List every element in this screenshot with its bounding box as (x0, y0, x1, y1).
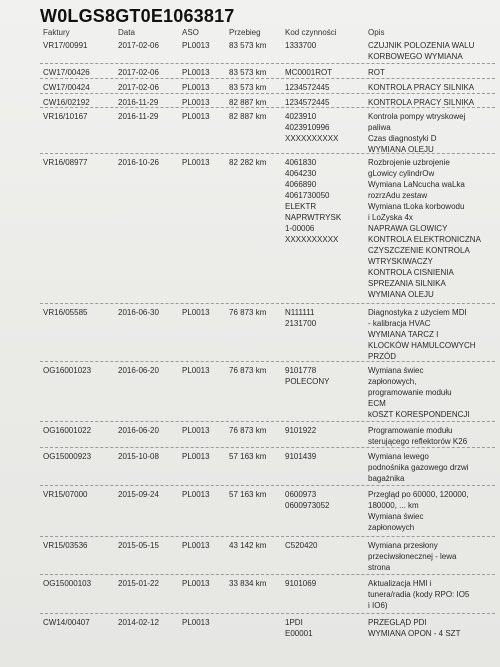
operation-codes (285, 489, 330, 511)
description (368, 617, 496, 639)
description-line: zapłonowych, (368, 377, 417, 386)
operation-code: 4061730050 (285, 191, 330, 200)
description-line: i IO6) (368, 601, 388, 610)
operation-code: 9101778 (285, 366, 317, 375)
mileage: 76 873 km (229, 366, 267, 375)
operation-code: C520420 (285, 541, 318, 550)
description-line: Rozbrojenie uzbrojenie (368, 158, 450, 167)
description-line: WYMIANA OLEJU (368, 145, 434, 154)
row-separator (40, 536, 495, 537)
operation-codes (285, 67, 332, 78)
service-date: 2016-11-29 (118, 98, 159, 107)
mileage: 76 873 km (229, 426, 267, 435)
row-separator (40, 447, 495, 448)
aso-code: PL0013 (182, 158, 210, 167)
mileage: 82 282 km (229, 158, 267, 167)
row-separator (40, 63, 495, 64)
description-line: Czas diagnostyki D (368, 134, 437, 143)
description-line: ROT (368, 68, 385, 77)
description (368, 365, 496, 420)
operation-code: 4064230 (285, 169, 317, 178)
invoice-number: OG16001023 (43, 366, 92, 375)
description-line: KONTROLA PRACY SILNIKA (368, 98, 475, 107)
aso-code: PL0013 (182, 490, 210, 499)
description-line: sterującego reflektorów K26 (368, 437, 468, 446)
aso-code: PL0013 (182, 308, 210, 317)
aso-code: PL0013 (182, 452, 210, 461)
description-line: PRZEGLĄD PDI (368, 618, 427, 627)
operation-code: 1333700 (285, 41, 317, 50)
service-date: 2016-06-20 (118, 366, 159, 375)
row-separator (40, 153, 495, 154)
invoice-number: CW17/00424 (43, 83, 90, 92)
row-separator (40, 93, 495, 94)
operation-code: 9101439 (285, 452, 317, 461)
operation-code: N111111 (285, 308, 315, 317)
mileage: 83 573 km (229, 41, 267, 50)
description (368, 40, 496, 62)
description-line: WTRYSKIWACZY (368, 257, 433, 266)
operation-codes (285, 451, 316, 462)
header-data: Data (118, 28, 135, 37)
description-line: Programowanie modułu (368, 426, 453, 435)
description-line: ECM (368, 399, 386, 408)
description (368, 157, 496, 300)
row-separator (40, 613, 495, 614)
description-line: - kalibracja HVAC (368, 319, 431, 328)
mileage: 83 573 km (229, 68, 267, 77)
operation-code: XXXXXXXXXX (285, 134, 339, 143)
mileage: 82 887 km (229, 112, 267, 121)
description (368, 489, 496, 533)
description-line: przeciwsłonecznej - lewa (368, 552, 457, 561)
description (368, 425, 496, 447)
description-line: 180000, ... km (368, 501, 419, 510)
description-line: gLowicy cylindrOw (368, 169, 435, 178)
invoice-number: VR16/05585 (43, 308, 88, 317)
description-line: zapłonowych (368, 523, 415, 532)
operation-code: 0600973052 (285, 501, 330, 510)
aso-code: PL0013 (182, 618, 210, 627)
row-separator (40, 107, 495, 108)
description-line: CZYSZCZENIE KONTROLA (368, 246, 470, 255)
mileage: 57 163 km (229, 490, 267, 499)
aso-code: PL0013 (182, 426, 210, 435)
operation-codes (285, 617, 313, 639)
description-line: strona (368, 563, 391, 572)
description-line: tunera/radia (kody RPO: IO5 (368, 590, 470, 599)
row-separator (40, 421, 495, 422)
description (368, 307, 496, 362)
invoice-number: OG15000923 (43, 452, 92, 461)
mileage: 33 834 km (229, 579, 267, 588)
service-date: 2017-02-06 (118, 41, 159, 50)
header-opis: Opis (368, 28, 385, 37)
description (368, 111, 496, 155)
aso-code: PL0013 (182, 83, 210, 92)
row-separator (40, 574, 495, 575)
description (368, 540, 496, 573)
description (368, 578, 496, 611)
operation-code: 1-00006 (285, 224, 315, 233)
description-line: Wymiana przesłony (368, 541, 438, 550)
description-line: KLOCKÓW HAMULCOWYCH (368, 341, 476, 350)
description-line: kOSZT KORESPONDENCJI (368, 410, 470, 419)
operation-code: E00001 (285, 629, 313, 638)
description-line: KONTROLA PRACY SILNIKA (368, 83, 475, 92)
service-date: 2016-06-30 (118, 308, 159, 317)
operation-code: ELEKTR (285, 202, 317, 211)
aso-code: PL0013 (182, 68, 210, 77)
operation-codes (285, 40, 316, 51)
description-line: WYMIANA TARCZ I (368, 330, 439, 339)
service-date: 2016-10-26 (118, 158, 159, 167)
service-date: 2015-05-15 (118, 541, 159, 550)
description-line: KONTROLA ELEKTRONICZNA (368, 235, 481, 244)
row-separator (40, 361, 495, 362)
description-line: bagażnika (368, 474, 405, 483)
operation-codes (285, 82, 330, 93)
description-line: i LoZyska 4x (368, 213, 413, 222)
operation-codes (285, 578, 316, 589)
description-line: Wymiana świec (368, 512, 424, 521)
service-date: 2017-02-06 (118, 68, 159, 77)
header-aso: ASO (182, 28, 199, 37)
operation-codes (285, 365, 329, 387)
aso-code: PL0013 (182, 41, 210, 50)
invoice-number: CW16/02192 (43, 98, 90, 107)
row-separator (40, 78, 495, 79)
aso-code: PL0013 (182, 112, 210, 121)
description-line: Diagnostyka z użyciem MDI (368, 308, 467, 317)
invoice-number: VR16/10167 (43, 112, 88, 121)
row-separator (40, 485, 495, 486)
operation-code: 4023910 (285, 112, 317, 121)
operation-code: 1234572445 (285, 83, 330, 92)
description-line: Wymiana LaNcucha waLka (368, 180, 465, 189)
aso-code: PL0013 (182, 579, 210, 588)
operation-code: 9101922 (285, 426, 317, 435)
operation-code: 4061830 (285, 158, 317, 167)
description-line: KORBOWEGO WYMIANA (368, 52, 463, 61)
mileage: 82 887 km (229, 98, 267, 107)
description-line: programowanie modułu (368, 388, 452, 397)
service-date: 2015-09-24 (118, 490, 159, 499)
invoice-number: VR17/00991 (43, 41, 88, 50)
mileage: 83 573 km (229, 83, 267, 92)
header-faktury: Faktury (43, 28, 70, 37)
operation-code: NAPRWTRYSK (285, 213, 342, 222)
operation-codes (285, 307, 316, 329)
operation-code: 1234572445 (285, 98, 330, 107)
description-line: NAPRAWA GLOWICY (368, 224, 448, 233)
description-line: PRZÓD (368, 352, 396, 361)
vin-number: W0LGS8GT0E1063817 (40, 6, 235, 26)
header-przebieg: Przebieg (229, 28, 261, 37)
operation-codes (285, 425, 316, 436)
mileage: 43 142 km (229, 541, 267, 550)
aso-code: PL0013 (182, 541, 210, 550)
description-line: Wymiana tLoka korbowodu (368, 202, 465, 211)
description-line: Przegląd po 60000, 120000, (368, 490, 469, 499)
description-line: Wymiana lewego (368, 452, 429, 461)
mileage: 57 163 km (229, 452, 267, 461)
operation-code: 1PDI (285, 618, 303, 627)
aso-code: PL0013 (182, 366, 210, 375)
description (368, 451, 496, 484)
invoice-number: VR15/07000 (43, 490, 88, 499)
operation-code: 4066890 (285, 180, 317, 189)
description (368, 82, 496, 93)
invoice-number: VR15/03536 (43, 541, 88, 550)
operation-codes (285, 157, 341, 245)
service-date: 2014-02-12 (118, 618, 159, 627)
operation-code: MC0001ROT (285, 68, 333, 77)
service-date: 2016-11-29 (118, 112, 159, 121)
service-date: 2015-01-22 (118, 579, 159, 588)
description-line: Wymiana świec (368, 366, 424, 375)
operation-codes (285, 111, 338, 144)
operation-code: XXXXXXXXXX (285, 235, 339, 244)
description-line: Aktualizacja HMI i (368, 579, 432, 588)
description-line: CZUJNIK POLOZENIA WALU (368, 41, 475, 50)
aso-code: PL0013 (182, 98, 210, 107)
service-date: 2015-10-08 (118, 452, 159, 461)
description (368, 67, 496, 78)
header-kod: Kod czynności (285, 28, 337, 37)
operation-code: 0600973 (285, 490, 317, 499)
invoice-number: OG15000103 (43, 579, 92, 588)
row-separator (40, 303, 495, 304)
operation-code: POLECONY (285, 377, 330, 386)
invoice-number: VR16/08977 (43, 158, 88, 167)
invoice-number: OG16001022 (43, 426, 92, 435)
description-line: paliwa (368, 123, 391, 132)
operation-code: 4023910996 (285, 123, 330, 132)
operation-code: 2131700 (285, 319, 317, 328)
mileage: 76 873 km (229, 308, 267, 317)
description-line: SPREZANIA SILNIKA (368, 279, 446, 288)
description-line: rozrzAdu zestaw (368, 191, 428, 200)
operation-code: 9101069 (285, 579, 317, 588)
description-line: KONTROLA CISNIENIA (368, 268, 454, 277)
invoice-number: CW14/00407 (43, 618, 90, 627)
description-line: WYMIANA OPON - 4 SZT (368, 629, 461, 638)
service-date: 2016-06-20 (118, 426, 159, 435)
service-date: 2017-02-06 (118, 83, 159, 92)
operation-codes (285, 540, 317, 551)
description-line: podnośnika gazowego drzwi (368, 463, 469, 472)
invoice-number: CW17/00426 (43, 68, 90, 77)
description-line: WYMIANA OLEJU (368, 290, 434, 299)
description-line: Kontrola pompy wtryskowej (368, 112, 466, 121)
